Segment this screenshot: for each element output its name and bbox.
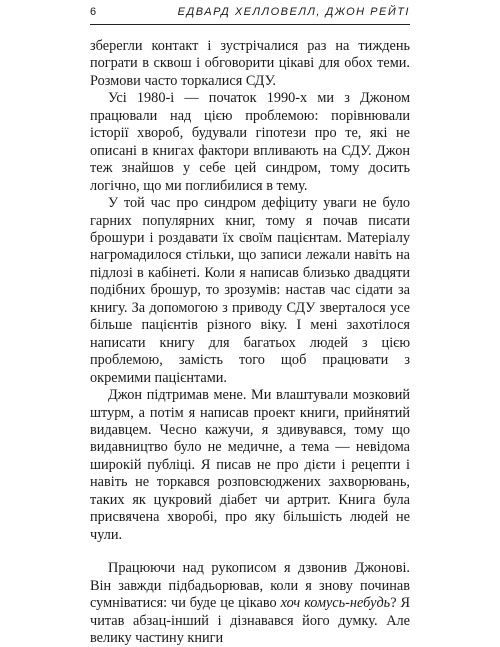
paragraph — [90, 387, 410, 544]
text-run: ? Я читав абзац-інший і дізнавався його думку. Але велику частину книги — [90, 595, 410, 646]
body-text — [90, 38, 410, 647]
text-run: Джон підтримав мене. Ми влаштували мозковий штурм, а потім я написав проект книги, прийнятий видавцем. Чесно кажучи, я здивувався, тому що видавництво було не медичне, а тема — невідома широкій публіці. Я писав не про дієти і рецепти і навіть не торкався розповсюджених захворювань, таких як цукровий діабет чи артрит. Книга була присвячена хворобі, про яку більшість людей не чули. — [90, 387, 410, 543]
running-title: ЕДВАРД ХЕЛЛОВЕЛЛ, ДЖОН РЕЙТІ — [177, 6, 410, 18]
italic-text-run: хоч комусь-небудь — [280, 595, 391, 612]
text-run: Працюючи над рукописом я дзвонив Джонові. Він завжди підбадьорював, коли я знову починав сумніватися: чи буде це цікаво — [90, 560, 410, 612]
paragraph — [90, 38, 410, 90]
running-header — [90, 4, 410, 25]
paragraph — [90, 195, 410, 387]
paragraph — [90, 90, 410, 195]
text-run: Усі 1980-і — початок 1990-х ми з Джоном працювали над цією проблемою: порівнювали історії хвороб, будували гіпотези про те, які не описані в книгах фактори впливають на СДУ. Джон теж знайшов у себе цей синдром, тому досить логічно, що ми поглибилися в тему. — [90, 90, 410, 194]
text-run: У той час про синдром дефіциту уваги не було гарних популярних книг, тому я почав писати брошури і роздавати їх своїм пацієнтам. Матеріалу нагромадилося стільки, що записи лежали навіть на підлозі в кабінеті. Коли я написав близько двадцяти подібних брошур, то зрозумів: настав час сідати за книгу. За допомогою з приводу СДУ зверталося усе більше пацієнтів різного віку. І мені захотілося написати книгу для багатьох людей з цією проблемою, замість того щоб працювати з окремими пацієнтами. — [90, 195, 410, 386]
page-number: 6 — [90, 6, 98, 18]
paragraph — [90, 560, 410, 647]
text-run: зберегли контакт і зустрічалися раз на тиждень пограти в сквош і обговорити цікаві для обох теми. Розмови часто торкалися СДУ. — [90, 38, 410, 89]
